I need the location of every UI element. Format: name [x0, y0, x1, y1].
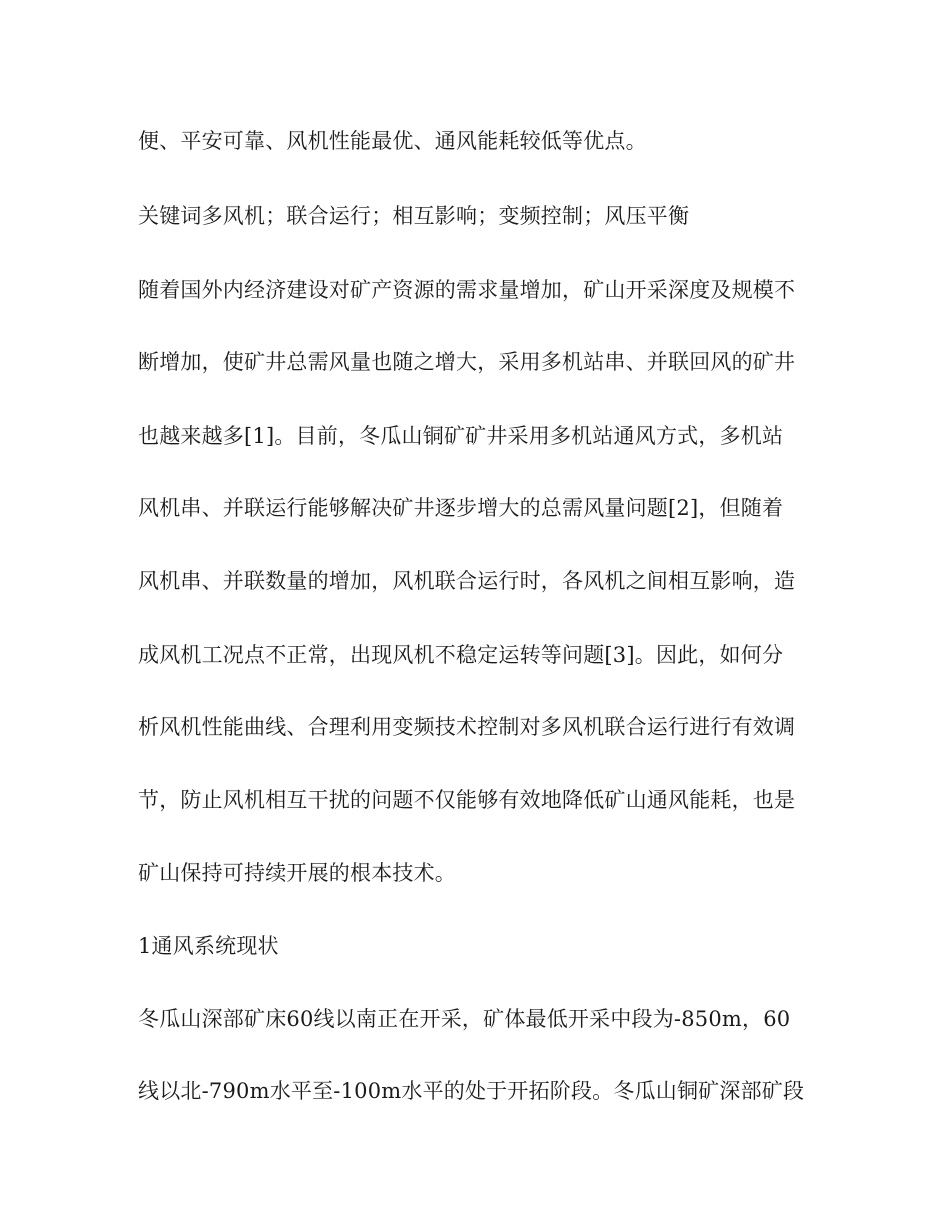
text-line-6: 风机串、并联运行能够解决矿井逐步增大的总需风量问题[2]，但随着 [138, 496, 784, 520]
keywords-line: 关键词多风机；联合运行；相互影响；变频控制；风压平衡 [138, 204, 690, 228]
text-line-7: 风机串、并联数量的增加，风机联合运行时，各风机之间相互影响，造 [138, 569, 796, 593]
text-line-8: 成风机工况点不正常，出现风机不稳定运转等问题[3]。因此，如何分 [138, 643, 784, 667]
text-line-4: 断增加，使矿井总需风量也随之增大，采用多机站串、并联回风的矿井 [138, 350, 796, 374]
section-heading: 1通风系统现状 [138, 934, 279, 958]
text-line-11: 矿山保持可持续开展的根本技术。 [138, 861, 456, 885]
text-line-5: 也越来越多[1]。目前，冬瓜山铜矿矿井采用多机站通风方式，多机站 [138, 424, 784, 448]
text-line-14: 线以北-790m水平至-100m水平的处于开拓阶段。冬瓜山铜矿深部矿段 [138, 1079, 805, 1103]
text-line-9: 析风机性能曲线、合理利用变频技术控制对多风机联合运行进行有效调 [138, 715, 796, 739]
text-line-3: 随着国外内经济建设对矿产资源的需求量增加，矿山开采深度及规模不 [138, 278, 796, 302]
text-line-1: 便、平安可靠、风机性能最优、通风能耗较低等优点。 [138, 129, 647, 153]
text-line-13: 冬瓜山深部矿床60线以南正在开采，矿体最低开采中段为-850m，60 [138, 1007, 791, 1031]
text-line-10: 节，防止风机相互干扰的问题不仅能够有效地降低矿山通风能耗，也是 [138, 788, 796, 812]
